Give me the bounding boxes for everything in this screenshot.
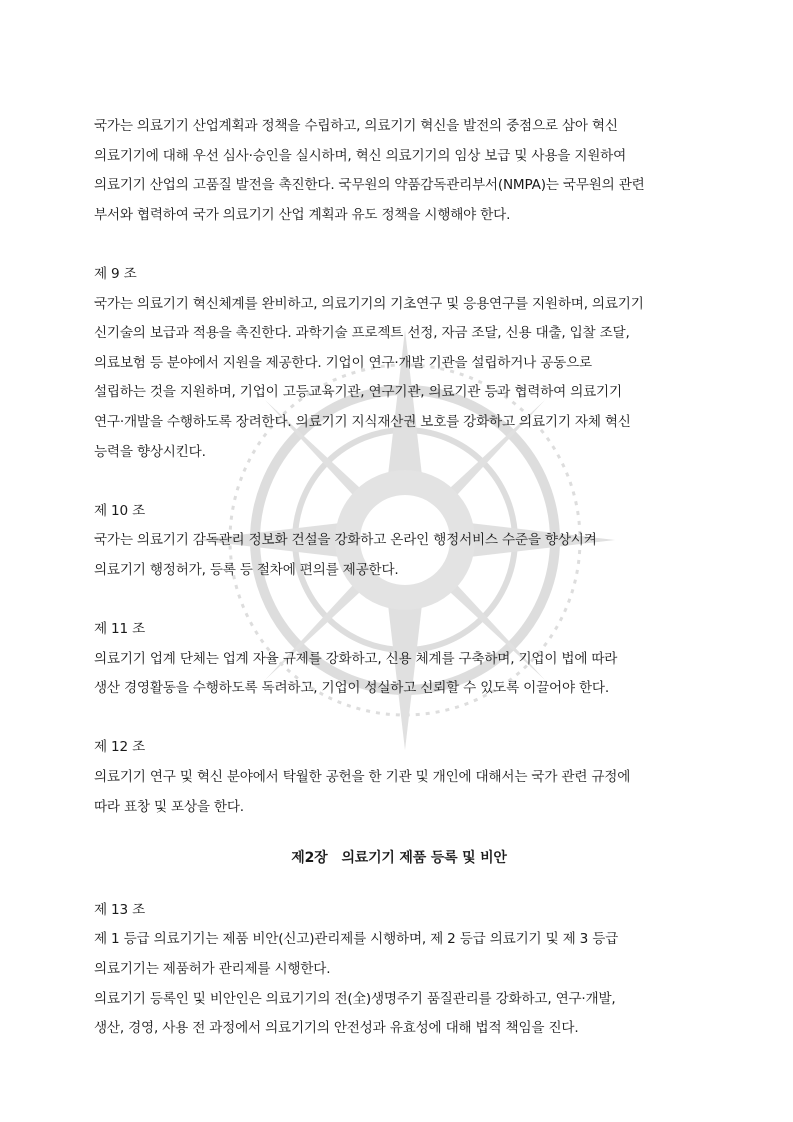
article-heading: 제 9 조 — [94, 265, 137, 282]
article-line: 생산 경영활동을 수행하도록 독려하고, 기업이 성실하고 신뢰할 수 있도록 이끌어야 한다. — [94, 680, 609, 697]
article-13 — [94, 896, 704, 1044]
article-9 — [94, 260, 704, 467]
article-line: 의료보험 등 분야에서 지원을 제공한다. 기업이 연구·개발 기관을 설립하거나 공동으로 — [94, 354, 592, 371]
article-line: 제 1 등급 의료기기는 제품 비안(신고)관리제를 시행하며, 제 2 등급 의료기기 및 제 3 등급 — [94, 931, 619, 948]
article-heading: 제 12 조 — [94, 739, 146, 756]
intro-paragraph — [94, 112, 704, 230]
article-line: 국가는 의료기기 혁신체계를 완비하고, 의료기기의 기초연구 및 응용연구를 지원하며, 의료기기 — [94, 295, 644, 312]
article-line: 따라 표창 및 포상을 한다. — [94, 798, 244, 815]
article-line: 의료기기 등록인 및 비안인은 의료기기의 전(全)생명주기 품질관리를 강화하고, 연구·개발, — [94, 990, 616, 1007]
article-line: 신기술의 보급과 적용을 촉진한다. 과학기술 프로젝트 선정, 자금 조달, 신용 대출, 입찰 조달, — [94, 325, 630, 342]
article-line: 의료기기 업계 단체는 업계 자율 규제를 강화하고, 신용 체계를 구축하며, 기업이 법에 따라 — [94, 650, 618, 667]
article-12 — [94, 733, 704, 822]
document-body — [94, 112, 704, 1044]
article-line: 능력을 향상시킨다. — [94, 443, 206, 460]
intro-line: 의료기기에 대해 우선 심사·승인을 실시하며, 혁신 의료기기의 임상 보급 및 사용을 지원하여 — [94, 147, 627, 164]
intro-line: 의료기기 산업의 고품질 발전을 촉진한다. 국무원의 약품감독관리부서(NMPA)는 국무원의 관련 — [94, 177, 645, 194]
article-heading: 제 13 조 — [94, 901, 146, 918]
article-line: 국가는 의료기기 감독관리 정보화 건설을 강화하고 온라인 행정서비스 수준을 향상시켜 — [94, 532, 597, 549]
intro-line: 부서와 협력하여 국가 의료기기 산업 계획과 유도 정책을 시행해야 한다. — [94, 206, 511, 223]
article-11 — [94, 615, 704, 704]
article-line: 의료기기는 제품허가 관리제를 시행한다. — [94, 961, 331, 978]
intro-line: 국가는 의료기기 산업계획과 정책을 수립하고, 의료기기 혁신을 발전의 중점으로 삼아 혁신 — [94, 118, 618, 134]
article-line: 의료기기 행정허가, 등록 등 절차에 편의를 제공한다. — [94, 561, 399, 578]
article-10 — [94, 497, 704, 586]
article-heading: 제 11 조 — [94, 621, 146, 638]
article-line: 연구·개발을 수행하도록 장려한다. 의료기기 지식재산권 보호를 강화하고 의료기기 자체 혁신 — [94, 413, 631, 430]
chapter-title: 제2장 의료기기 제품 등록 및 비안 — [291, 850, 507, 867]
article-line: 의료기기 연구 및 혁신 분야에서 탁월한 공헌을 한 기관 및 개인에 대해서는 국가 관련 규정에 — [94, 769, 631, 786]
article-line: 생산, 경영, 사용 전 과정에서 의료기기의 안전성과 유효성에 대해 법적 책임을 진다. — [94, 1020, 579, 1037]
article-line: 설립하는 것을 지원하며, 기업이 고등교육기관, 연구기관, 의료기관 등과 협력하여 의료기기 — [94, 384, 622, 401]
article-heading: 제 10 조 — [94, 502, 146, 519]
